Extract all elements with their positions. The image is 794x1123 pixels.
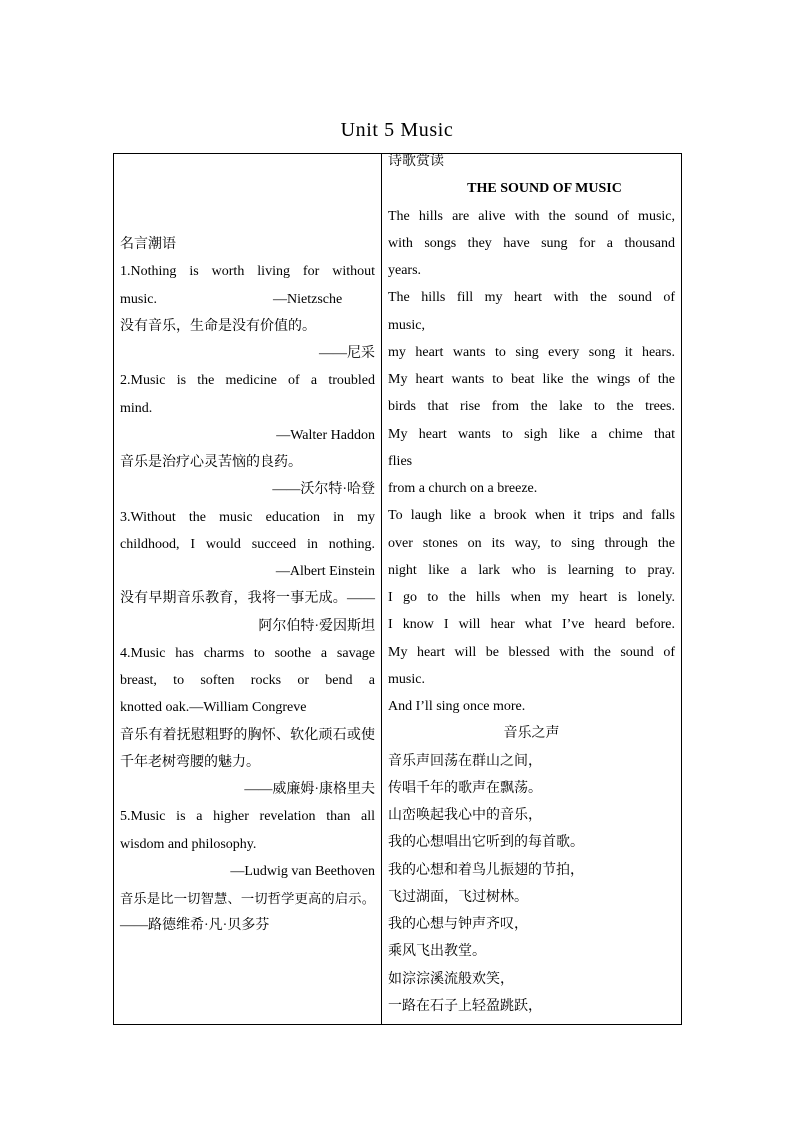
poem-zh-line: 如淙淙溪流般欢笑， <box>388 971 514 987</box>
quotes-cell <box>114 154 382 1024</box>
poem-en-line: My heart wants to sigh like a chime that <box>388 426 675 442</box>
quote-3-en-line: childhood, I would succeed in nothing. <box>120 536 375 552</box>
quote-3-zh-author: 阿尔伯特·爱因斯坦 <box>258 618 375 634</box>
quote-1-zh-line: 没有音乐，生命是没有价值的。 <box>120 318 316 334</box>
quote-1-en-line: music. <box>120 291 157 307</box>
content-table <box>113 153 682 1025</box>
quote-3-en-author: —Albert Einstein <box>275 564 375 579</box>
quote-2-zh-line: 音乐是治疗心灵苦恼的良药。 <box>120 455 302 470</box>
quotes-heading: 名言潮语 <box>120 237 176 252</box>
quote-1-en-author: —Nietzsche <box>273 291 343 307</box>
quote-2-zh-author: ——沃尔特·哈登 <box>272 482 375 498</box>
quote-2-en-line: 2.Music is the medicine of a troubled <box>120 373 375 389</box>
poem-title-en: THE SOUND OF MUSIC <box>467 181 622 197</box>
poem-en-line: over stones on its way, to sing through the <box>388 535 675 551</box>
quote-4-en-line-with-author <box>120 694 375 721</box>
poem-en-line: I go to the hills when my heart is lonely. <box>388 590 675 605</box>
poem-en-line: from a church on a breeze. <box>388 481 538 496</box>
poem-en-line: my heart wants to sing every song it hears. <box>388 344 675 360</box>
poem-lines <box>388 148 675 1020</box>
quote-1-en-line-with-author <box>120 286 375 313</box>
poem-en-line: To laugh like a brook when it trips and falls <box>388 508 675 524</box>
poem-zh-line: 传唱千年的歌声在飘荡。 <box>388 780 542 796</box>
poem-en-line: My heart wants to beat like the wings of the <box>388 372 675 387</box>
quote-4-en-line: knotted oak. <box>120 700 190 716</box>
quote-5-zh-author: ——路德维希·凡·贝多芬 <box>120 918 270 934</box>
poem-en-line: My heart will be blessed with the sound of <box>388 644 675 660</box>
poem-zh-line: 音乐声回荡在群山之间， <box>388 753 542 769</box>
quote-1-zh-author: ——尼采 <box>319 346 375 361</box>
poem-en-line: The hills fill my heart with the sound of <box>388 290 675 306</box>
poem-zh-line: 我的心想和着鸟儿振翅的节拍， <box>388 862 584 878</box>
quote-5-en-line: 5.Music is a higher revelation than all <box>120 809 375 825</box>
quote-3-en-line: 3.Without the music education in my <box>120 509 375 525</box>
quote-5-en-line: wisdom and philosophy. <box>120 836 257 852</box>
poem-heading: 诗歌赏读 <box>388 154 444 169</box>
quote-3-zh-line: 没有早期音乐教育，我将一事无成。—— <box>120 591 375 607</box>
quote-1-en-line: 1.Nothing is worth living for without <box>120 264 375 280</box>
quote-4-en-line: breast, to soften rocks or bend a <box>120 673 375 688</box>
poem-zh-line: 一路在石子上轻盈跳跃， <box>388 998 542 1014</box>
poem-zh-line: 山峦唤起我心中的音乐， <box>388 808 542 823</box>
poem-en-line: music. <box>388 671 425 687</box>
poem-en-line: birds that rise from the lake to the trees. <box>388 399 675 415</box>
poem-en-line: The hills are alive with the sound of music, <box>388 208 675 224</box>
poem-en-line: music, <box>388 317 425 333</box>
quote-4-zh-author: ——威廉姆·康格里夫 <box>244 782 375 797</box>
quote-2-en-line: mind. <box>120 400 153 416</box>
poem-cell <box>382 154 681 1024</box>
quote-4-en-author: —William Congreve <box>189 700 307 716</box>
poem-en-line: night like a lark who is learning to pray. <box>388 562 675 578</box>
poem-en-line: And I’ll sing once more. <box>388 699 526 714</box>
poem-zh-line: 我的心想与钟声齐叹， <box>388 917 528 932</box>
poem-en-line: years. <box>388 263 422 278</box>
poem-en-line: with songs they have sung for a thousand <box>388 235 675 251</box>
poem-en-line: I know I will hear what I’ve heard before. <box>388 617 675 633</box>
poem-zh-line: 我的心想唱出它听到的每首歌。 <box>388 835 584 851</box>
poem-zh-line: 乘风飞出教堂。 <box>388 944 486 960</box>
page-title: Unit 5 Music <box>340 119 454 141</box>
quote-4-zh-line: 音乐有着抚慰粗野的胸怀、软化顽石或使 <box>120 727 375 743</box>
quote-4-zh-line: 千年老树弯腰的魅力。 <box>120 754 260 770</box>
poem-zh-line: 飞过湖面，飞过树林。 <box>388 889 528 905</box>
poem-en-line: flies <box>388 453 413 469</box>
quote-4-en-line: 4.Music has charms to soothe a savage <box>120 645 375 661</box>
poem-title-zh: 音乐之声 <box>503 726 560 742</box>
quote-2-en-author: —Walter Haddon <box>276 427 375 443</box>
quote-5-en-author: —Ludwig van Beethoven <box>230 863 375 879</box>
quote-5-zh-line: 音乐是比一切智慧、一切哲学更高的启示。 <box>120 891 375 906</box>
